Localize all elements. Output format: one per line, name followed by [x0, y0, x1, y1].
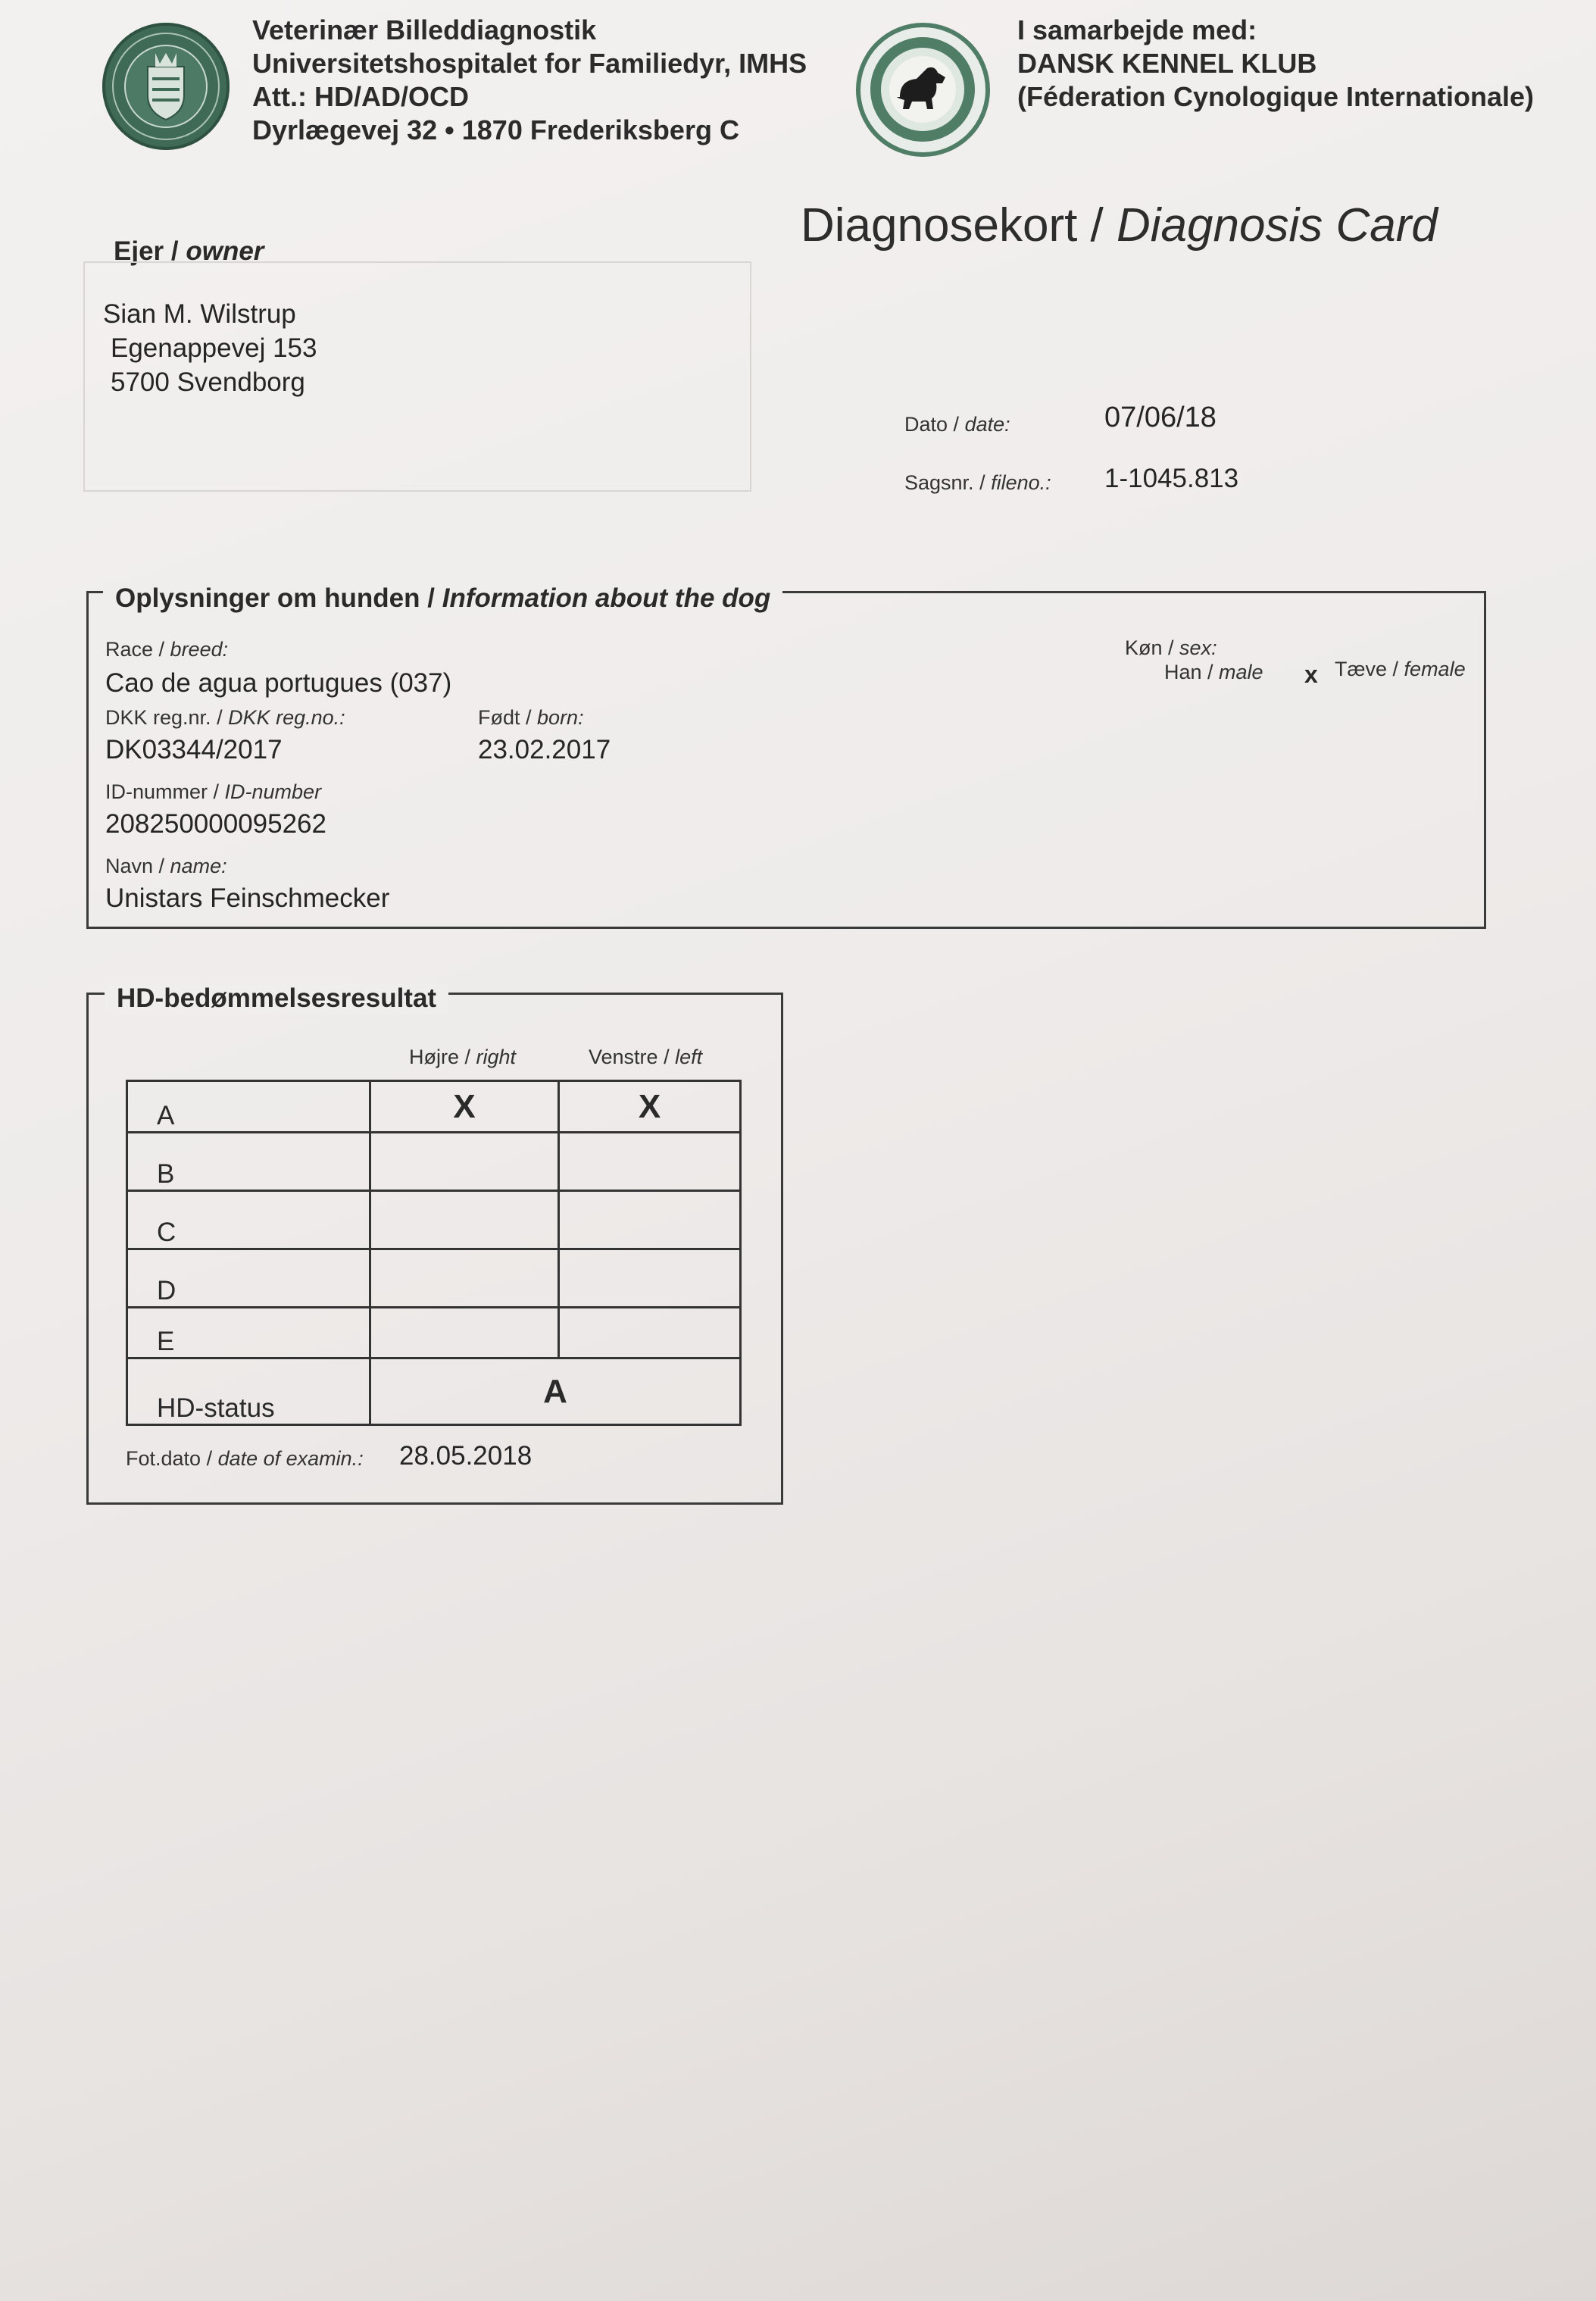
kennel-club-seal-text	[860, 27, 861, 28]
born-label-english: born:	[537, 706, 584, 729]
right-mark-cell	[370, 1308, 559, 1358]
sex-label-danish: Køn	[1125, 636, 1163, 659]
fileno-value: 1-1045.813	[1104, 464, 1239, 493]
date-value: 07/06/18	[1104, 402, 1217, 433]
grade-cell: C	[127, 1191, 370, 1249]
breed-label-danish: Race	[105, 638, 154, 661]
reg-no-value: DK03344/2017	[105, 735, 283, 764]
table-row	[127, 1191, 741, 1249]
dog-name-value: Unistars Feinschmecker	[105, 883, 390, 913]
dog-legend-english: Information about the dog	[442, 583, 771, 613]
fci-line: (Féderation Cynologique Internationale)	[1017, 81, 1535, 112]
dog-info-box	[86, 591, 1486, 929]
male-label-english: male	[1219, 661, 1263, 683]
right-header-danish: Højre	[409, 1046, 459, 1068]
sex-label-english: sex:	[1179, 636, 1217, 659]
female-label-english: female	[1404, 658, 1466, 680]
owner-address	[103, 297, 317, 399]
title-danish: Diagnosekort	[801, 199, 1078, 252]
hd-left-header: Venstre / left	[589, 1046, 703, 1068]
exam-label-danish: Fot.dato	[126, 1447, 201, 1470]
table-row	[127, 1308, 741, 1358]
kennel-club-dog-seal-icon	[856, 23, 990, 157]
left-mark-cell	[559, 1249, 741, 1308]
right-mark-cell: X	[370, 1081, 559, 1133]
left-mark-cell	[559, 1133, 741, 1191]
id-number-value: 208250000095262	[105, 809, 326, 839]
title-english: Diagnosis Card	[1117, 199, 1438, 252]
table-row	[127, 1081, 741, 1133]
grade-cell: E	[127, 1308, 370, 1358]
sex-label: Køn / sex:	[1125, 636, 1217, 659]
sex-male-option: Han / male	[1164, 661, 1263, 683]
sex-female-option: Tæve / female	[1335, 658, 1466, 680]
right-mark-cell	[370, 1133, 559, 1191]
exam-label-english: date of examin.:	[217, 1447, 364, 1470]
left-mark-cell	[559, 1308, 741, 1358]
owner-street: Egenappevej 153	[111, 333, 317, 363]
id-label-english: ID-number	[224, 780, 322, 803]
table-row	[127, 1249, 741, 1308]
born-value: 23.02.2017	[478, 735, 611, 764]
address-line: Dyrlægevej 32 • 1870 Frederiksberg C	[252, 114, 739, 145]
cooperation-block	[1017, 14, 1534, 114]
id-label-danish: ID-nummer	[105, 780, 208, 803]
left-mark-cell: X	[559, 1081, 741, 1133]
fileno-label-danish: Sagsnr.	[904, 471, 974, 494]
owner-legend-danish: Ejer	[114, 236, 164, 266]
exam-date-value: 28.05.2018	[399, 1441, 533, 1471]
table-row	[127, 1133, 741, 1191]
breed-label: Race / breed:	[105, 638, 229, 661]
clinic-address-block	[252, 14, 807, 147]
owner-legend-english: owner	[186, 236, 264, 266]
hd-status-label: HD-status	[127, 1358, 370, 1425]
breed-label-english: breed:	[170, 638, 229, 661]
dog-name-label-danish: Navn	[105, 855, 154, 877]
breed-value: Cao de agua portugues (037)	[105, 668, 452, 698]
exam-date-label: Fot.dato / date of examin.:	[126, 1447, 364, 1470]
university-seal-icon	[102, 23, 230, 150]
right-mark-cell	[370, 1249, 559, 1308]
fileno-label-english: fileno.:	[991, 471, 1051, 494]
hd-grade-table	[126, 1080, 742, 1426]
male-label-danish: Han	[1164, 661, 1202, 683]
left-header-english: left	[675, 1046, 703, 1068]
table-row	[127, 1358, 741, 1425]
date-label-english: date:	[964, 413, 1010, 436]
right-header-english: right	[476, 1046, 517, 1068]
dog-info-legend: Oplysninger om hunden / Information about the dog	[103, 583, 782, 614]
clinic-name-line: Veterinær Billeddiagnostik	[252, 14, 597, 45]
reg-label-english: DKK reg.no.:	[228, 706, 345, 729]
hd-result-legend: HD-bedømmelsesresultat	[105, 983, 448, 1014]
dog-legend-danish: Oplysninger om hunden	[115, 583, 420, 613]
hospital-name-line: Universitetshospitalet for Familiedyr, IMHS	[252, 48, 807, 79]
kennel-club-name: DANSK KENNEL KLUB	[1017, 48, 1317, 79]
owner-name: Sian M. Wilstrup	[103, 299, 296, 329]
reg-label-danish: DKK reg.nr.	[105, 706, 211, 729]
born-label: Født / born:	[478, 706, 584, 729]
born-label-danish: Født	[478, 706, 520, 729]
fileno-label: Sagsnr. / fileno.:	[904, 471, 1051, 494]
title-separator: /	[1077, 199, 1117, 252]
dog-name-label-english: name:	[170, 855, 227, 877]
left-mark-cell	[559, 1191, 741, 1249]
reg-no-label: DKK reg.nr. / DKK reg.no.:	[105, 706, 345, 729]
hd-status-value: A	[370, 1358, 741, 1425]
owner-legend: Ejer / owner	[114, 236, 264, 266]
grade-cell: D	[127, 1249, 370, 1308]
owner-city: 5700 Svendborg	[111, 367, 305, 397]
date-label-danish: Dato	[904, 413, 948, 436]
page-title	[801, 199, 1438, 252]
id-number-label: ID-nummer / ID-number	[105, 780, 322, 803]
attention-line: Att.: HD/AD/OCD	[252, 81, 469, 112]
grade-cell: A	[127, 1081, 370, 1133]
sex-female-checkmark: x	[1304, 661, 1318, 688]
right-mark-cell	[370, 1191, 559, 1249]
left-header-danish: Venstre	[589, 1046, 658, 1068]
hd-right-header: Højre / right	[409, 1046, 517, 1068]
cooperation-line: I samarbejde med:	[1017, 14, 1257, 45]
female-label-danish: Tæve	[1335, 658, 1388, 680]
grade-cell: B	[127, 1133, 370, 1191]
date-label: Dato / date:	[904, 413, 1010, 436]
dog-name-label: Navn / name:	[105, 855, 227, 877]
